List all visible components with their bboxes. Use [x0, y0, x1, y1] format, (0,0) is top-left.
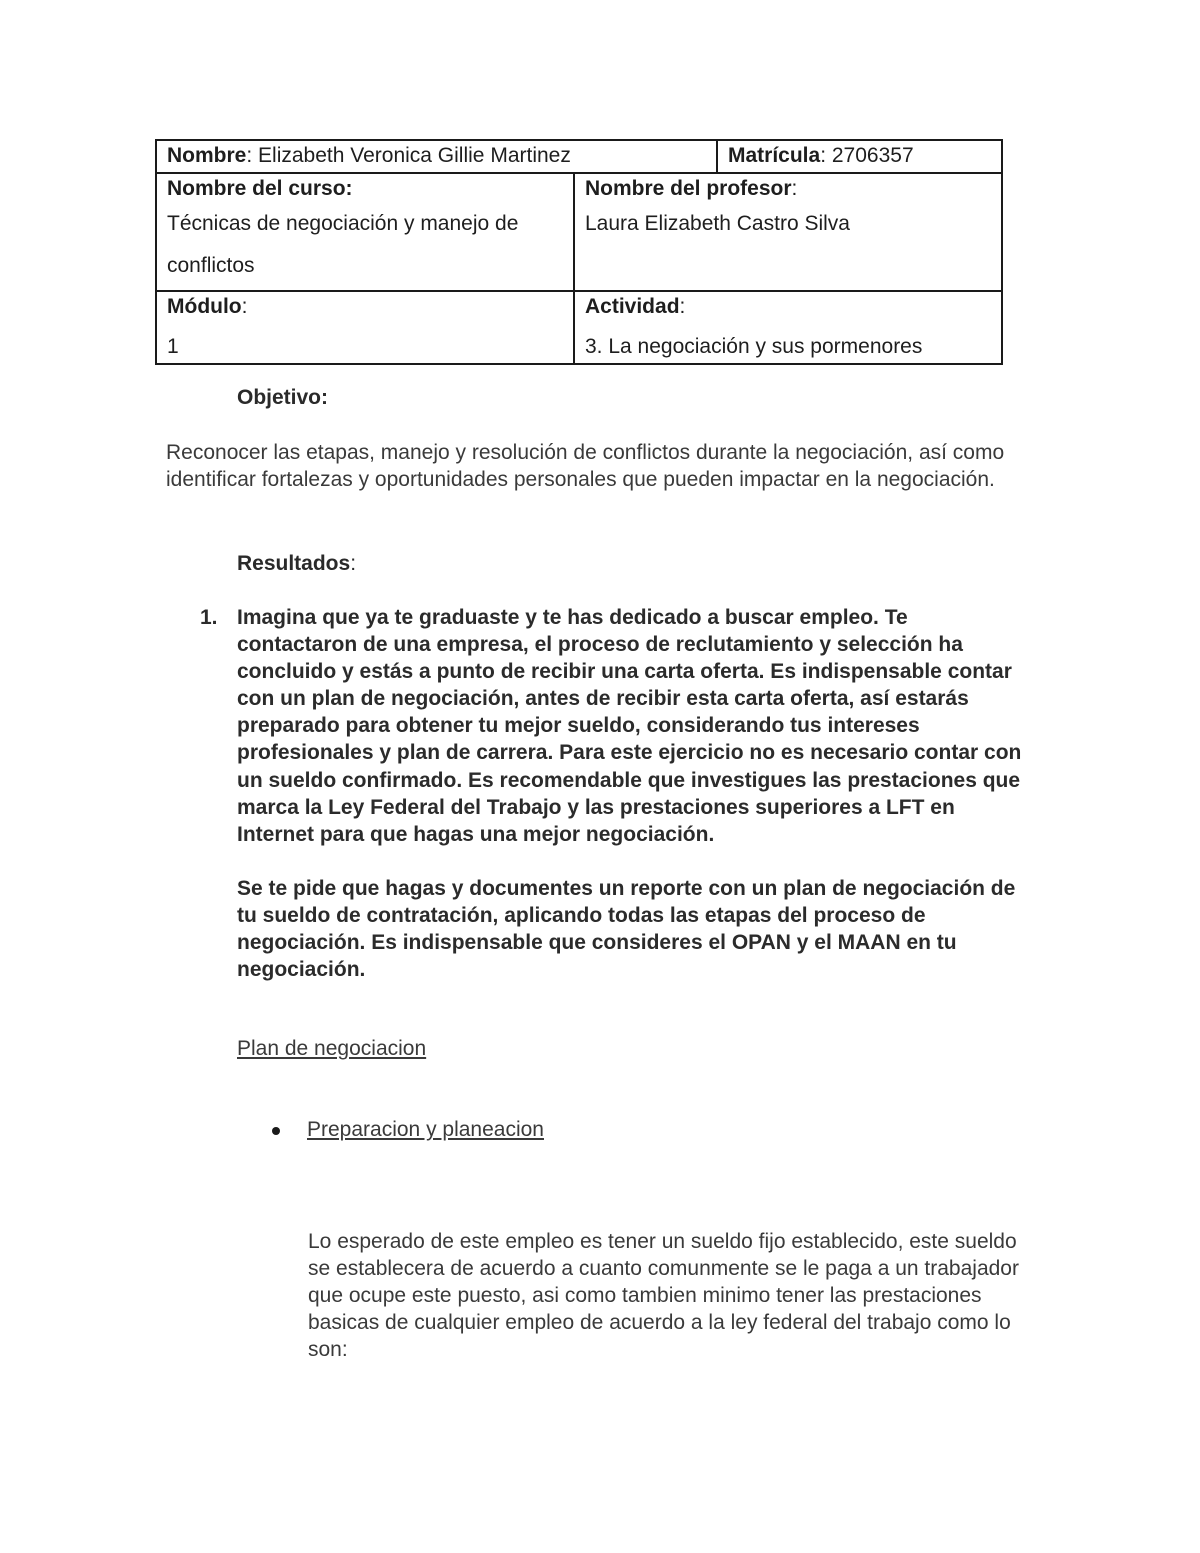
- list-number: 1.: [200, 606, 218, 629]
- objective-heading: Objetivo:: [237, 386, 329, 409]
- course-cell: [156, 173, 574, 290]
- matricula-cell: [717, 140, 1002, 173]
- activity-cell: [574, 291, 1002, 365]
- activity-value: 3. La negociación y sus pormenores: [585, 334, 923, 358]
- plan-title: Plan de negociacion: [237, 1037, 427, 1060]
- professor-cell: [574, 173, 1002, 290]
- module-colon: :: [241, 294, 248, 318]
- professor-value: Laura Elizabeth Castro Silva: [585, 211, 850, 235]
- name-cell: [156, 140, 717, 173]
- list-item: [237, 604, 1030, 983]
- results-list: [200, 604, 1030, 1010]
- course-label: Nombre del curso:: [167, 177, 353, 201]
- matricula-label: Matrícula: [728, 144, 821, 167]
- course-value: Técnicas de negociación y manejo de conflictos: [167, 211, 519, 277]
- info-row-course: [156, 173, 1002, 290]
- matricula-value: : 2706357: [820, 144, 914, 167]
- name-label: Nombre: [167, 144, 247, 167]
- instruction-paragraph-1: Imagina que ya te graduaste y te has dedicado a buscar empleo. Te contactaron de una empresa, el proceso de reclutamiento y selección ha concluido y estás a punto de recibir una carta oferta. Es indispensable contar con un plan de negociación, antes de recibir esta carta oferta, así estarás preparado para obtener tu mejor sueldo, considerando tus intereses profesionales y plan de carrera. Para este ejercicio no es necesario contar con un sueldo confirmado. Es recomendable que investigues las prestaciones que marca la Ley Federal del Trabajo y las prestaciones superiores a LFT en Internet para que hagas una mejor negociación.: [237, 606, 1022, 846]
- student-info-table: [155, 139, 1003, 365]
- bullet-list-item: [268, 1118, 544, 1142]
- professor-colon: :: [791, 177, 798, 201]
- info-row-module: [156, 291, 1002, 365]
- results-heading: Resultados:: [237, 552, 357, 575]
- module-value: 1: [167, 334, 179, 358]
- bullet-label: Preparacion y planeacion: [307, 1118, 544, 1141]
- objective-text: Reconocer las etapas, manejo y resolución de conflictos durante la negociación, así como identificar fortalezas y oportunidades personales que pueden impactar en la negociación.: [166, 441, 1005, 491]
- info-row-name: [156, 140, 1002, 173]
- activity-label: Actividad: [585, 294, 680, 318]
- name-value: : Elizabeth Veronica Gillie Martinez: [246, 144, 571, 167]
- module-cell: [156, 291, 574, 365]
- instruction-paragraph-2: Se te pide que hagas y documentes un reporte con un plan de negociación de tu sueldo de contratación, aplicando todas las etapas del proceso de negociación. Es indispensable que consideres el OPAN y el MAAN en tu negociación.: [237, 876, 1016, 982]
- professor-label: Nombre del profesor: [585, 177, 792, 201]
- module-label: Módulo: [167, 294, 242, 318]
- bullet-dot-icon: [272, 1127, 280, 1135]
- expected-salary-paragraph: Lo esperado de este empleo es tener un sueldo fijo establecido, este sueldo se establecera de acuerdo a cuanto comunmente se le paga a un trabajador que ocupe este puesto, asi como tambien minimo tener las prestaciones basicas de cualquier empleo de acuerdo a la ley federal del trabajo como lo son:: [308, 1230, 1019, 1361]
- activity-colon: :: [679, 294, 686, 318]
